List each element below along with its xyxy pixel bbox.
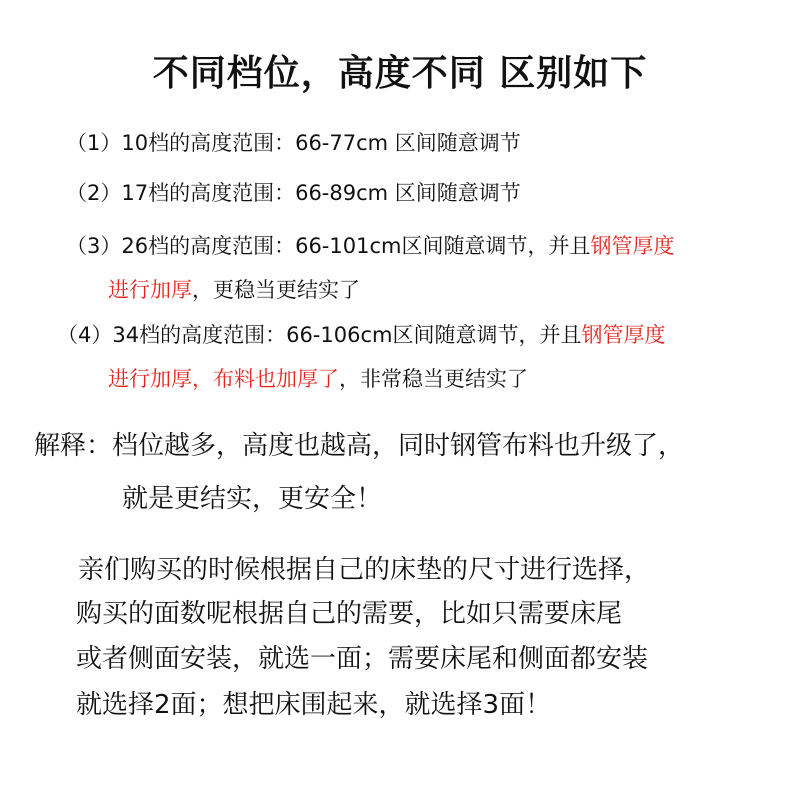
- gear-range-item-17: [66, 183, 521, 204]
- explanation-line-2: 就是更结实，更安全！: [122, 484, 383, 514]
- item-highlight: 进行加厚: [108, 278, 192, 302]
- item-highlight: 钢管厚度: [590, 234, 675, 258]
- note-line-4: 就选择2面；想把床围起来，就选择3面！: [76, 690, 552, 720]
- page-title: 不同档位，高度不同 区别如下: [152, 53, 648, 94]
- item-highlight: 进行加厚，布料也加厚了: [108, 367, 339, 391]
- gear-range-item-34-continued: [108, 369, 528, 390]
- item-text: ，非常稳当更结实了: [339, 367, 528, 391]
- item-text: （2）17档的高度范围：66-89cm 区间随意调节: [66, 181, 521, 205]
- note-line-2: 购买的面数呢根据自己的需要，比如只需要床尾: [76, 599, 623, 629]
- item-highlight: 钢管厚度: [581, 323, 666, 347]
- item-text: （3）26档的高度范围：66-101cm区间随意调节，并且: [66, 234, 591, 258]
- item-text: （1）10档的高度范围：66-77cm 区间随意调节: [66, 131, 521, 155]
- gear-range-item-26: [66, 236, 674, 257]
- item-text: （4）34档的高度范围：66-106cm区间随意调节，并且: [57, 323, 582, 347]
- gear-range-item-10: [66, 133, 521, 154]
- gear-range-item-26-continued: [108, 280, 360, 301]
- note-line-3: 或者侧面安装，就选一面；需要床尾和侧面都安装: [76, 644, 649, 674]
- note-line-1: 亲们购买的时候根据自己的床垫的尺寸进行选择，: [78, 555, 651, 585]
- item-text: ，更稳当更结实了: [192, 278, 360, 302]
- gear-range-item-34: [57, 325, 665, 346]
- explanation-line-1: 解释：档位越多，高度也越高，同时钢管布料也升级了，: [34, 431, 685, 461]
